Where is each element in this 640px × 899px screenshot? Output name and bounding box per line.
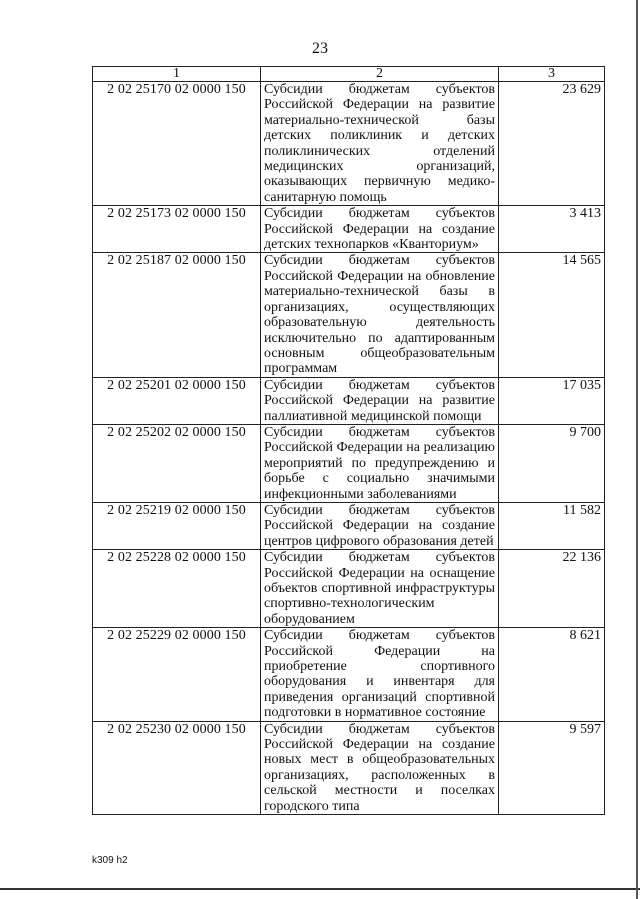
table-header-row bbox=[93, 67, 605, 82]
budget-amount: 22 136 bbox=[499, 550, 605, 628]
page-right-edge bbox=[636, 0, 638, 899]
budget-amount: 9 700 bbox=[499, 424, 605, 502]
budget-amount: 23 629 bbox=[499, 82, 605, 206]
table-row bbox=[93, 502, 605, 549]
budget-code: 2 02 25230 02 0000 150 bbox=[93, 721, 261, 814]
column-header-code: 1 bbox=[93, 67, 261, 82]
column-header-description: 2 bbox=[261, 67, 499, 82]
table-row bbox=[93, 377, 605, 424]
budget-code: 2 02 25201 02 0000 150 bbox=[93, 377, 261, 424]
budget-description: Субсидии бюджетам субъектов Российской Федерации на создание детских технопарков «Кванториум» bbox=[261, 206, 499, 253]
budget-description: Субсидии бюджетам субъектов Российской Федерации на развитие материально-технической базы детских поликлиник и детских поликлинических отделений медицинских организаций, оказывающих первичную медико-санитарную помощь bbox=[261, 82, 499, 206]
budget-amount: 9 597 bbox=[499, 721, 605, 814]
table-row bbox=[93, 206, 605, 253]
table-row bbox=[93, 721, 605, 814]
budget-description: Субсидии бюджетам субъектов Российской Федерации на реализацию мероприятий по предупреждению и борьбе с социально значимыми инфекционными заболеваниями bbox=[261, 424, 499, 502]
budget-code: 2 02 25228 02 0000 150 bbox=[93, 550, 261, 628]
budget-description: Субсидии бюджетам субъектов Российской Федерации на обновление материально-технической базы в организациях, осуществляющих образовательную деятельность исключительно по адаптированным основным общеобразовательным программам bbox=[261, 253, 499, 377]
budget-description: Субсидии бюджетам субъектов Российской Федерации на оснащение объектов спортивной инфраструктуры спортивно-технологическим оборудованием bbox=[261, 550, 499, 628]
page-number: 23 bbox=[312, 40, 328, 57]
budget-code: 2 02 25173 02 0000 150 bbox=[93, 206, 261, 253]
table-row bbox=[93, 253, 605, 377]
table-row bbox=[93, 82, 605, 206]
column-header-amount: 3 bbox=[499, 67, 605, 82]
document-footer-code: k309 h2 bbox=[92, 855, 128, 866]
budget-description: Субсидии бюджетам субъектов Российской Федерации на создание новых мест в общеобразовательных организациях, расположенных в сельской местности и поселках городского типа bbox=[261, 721, 499, 814]
budget-description: Субсидии бюджетам субъектов Российской Федерации на развитие паллиативной медицинской помощи bbox=[261, 377, 499, 424]
budget-amount: 14 565 bbox=[499, 253, 605, 377]
budget-amount: 17 035 bbox=[499, 377, 605, 424]
budget-code: 2 02 25187 02 0000 150 bbox=[93, 253, 261, 377]
budget-revenue-table bbox=[92, 66, 605, 815]
budget-code: 2 02 25219 02 0000 150 bbox=[93, 502, 261, 549]
table-row bbox=[93, 424, 605, 502]
budget-description: Субсидии бюджетам субъектов Российской Федерации на создание центров цифрового образования детей bbox=[261, 502, 499, 549]
budget-code: 2 02 25202 02 0000 150 bbox=[93, 424, 261, 502]
budget-amount: 11 582 bbox=[499, 502, 605, 549]
budget-amount: 8 621 bbox=[499, 628, 605, 721]
table-row bbox=[93, 628, 605, 721]
budget-amount: 3 413 bbox=[499, 206, 605, 253]
table-row bbox=[93, 550, 605, 628]
budget-code: 2 02 25170 02 0000 150 bbox=[93, 82, 261, 206]
budget-code: 2 02 25229 02 0000 150 bbox=[93, 628, 261, 721]
budget-description: Субсидии бюджетам субъектов Российской Федерации на приобретение спортивного оборудования и инвентаря для приведения организаций спортивной подготовки в нормативное состояние bbox=[261, 628, 499, 721]
page-bottom-border bbox=[0, 888, 640, 890]
